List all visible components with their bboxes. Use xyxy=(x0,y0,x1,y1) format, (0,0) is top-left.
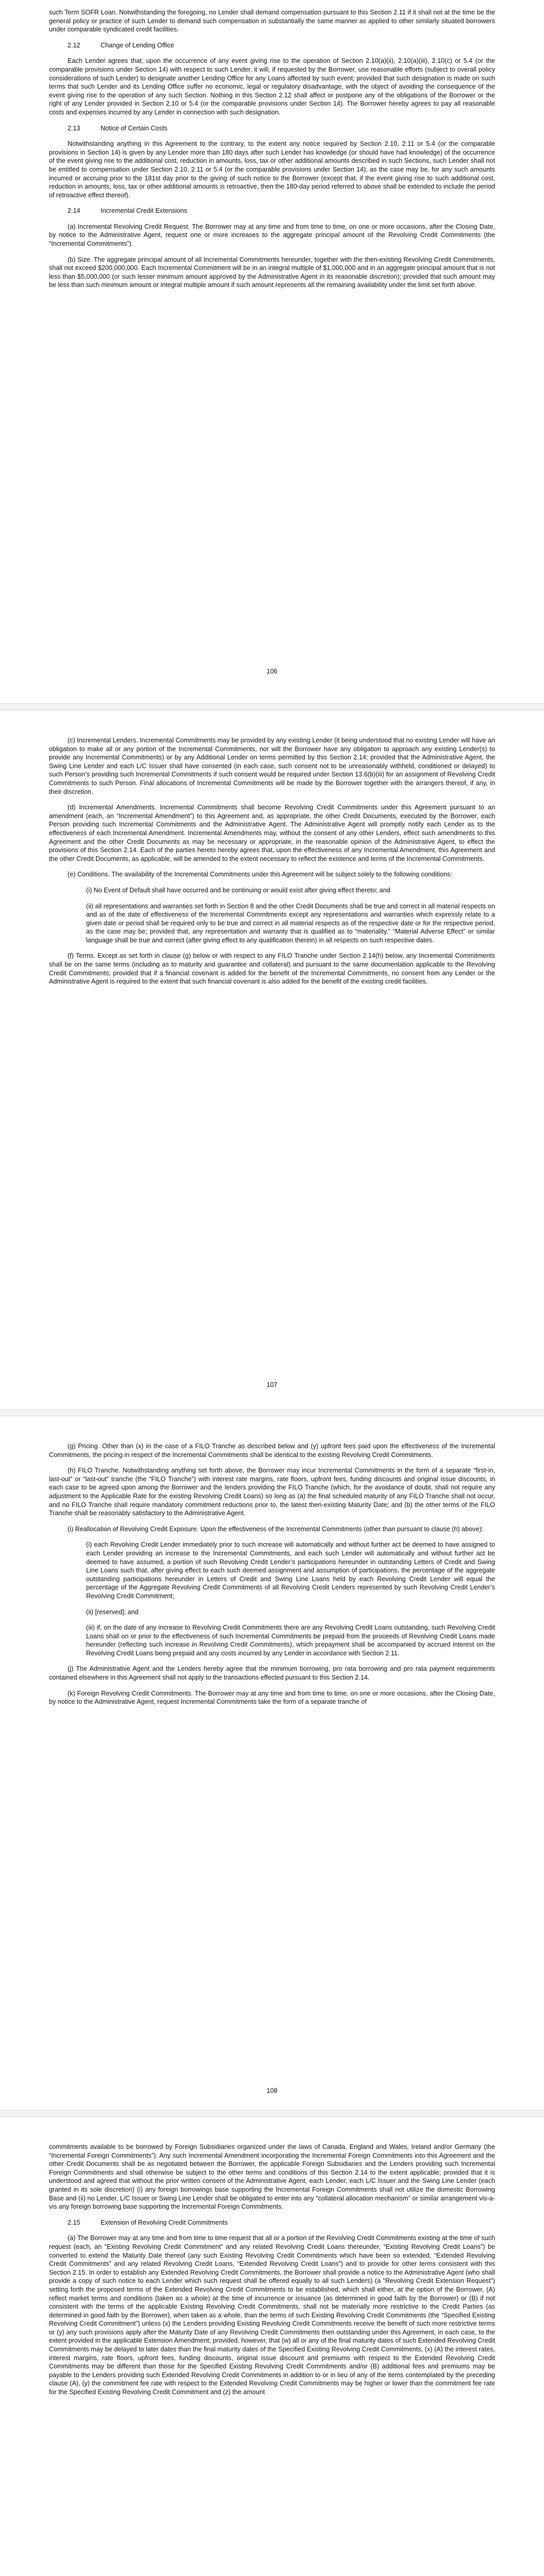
paragraph-2-14-k: (k) Foreign Revolving Credit Commitments. The Borrower may at any time and from time to time, on one or more occasions, after the Closing Date, by notice to the Administrative Agent, request Incremental Commitments take the form of a separate tranche of xyxy=(49,1689,495,1706)
section-heading-2-12 xyxy=(49,41,495,50)
paragraph-2-14-i-i: (i) each Revolving Credit Lender immediately prior to such increase will automatically and without further act be deemed to have assigned to each Lender providing an increase to the Incremental Commitments, and each such Lender will automatically and without further act be deemed to have assumed, a portion of such Revolving Credit Lender’s participations hereunder in outstanding Letters of Credit and Swing Line Loans such that, after giving effect to each such deemed assignment and assumption of participations, the percentage of the aggregate outstanding participations hereunder in Letters of Credit and Swing Line Loans held by each Revolving Credit Lender will equal the percentage of the Aggregate Revolving Credit Commitments of all Revolving Credit Lenders represented by such Revolving Credit Lender’s Revolving Credit Commitment; xyxy=(86,1541,495,1600)
paragraph-2-14-e-i: (i) No Event of Default shall have occurred and be continuing or would exist after giving effect thereto; and xyxy=(86,886,390,894)
section-title: Notice of Certain Costs xyxy=(101,124,168,132)
paragraph-2-14-h: (h) FILO Tranche. Notwithstanding anything set forth above, the Borrower may incur Incremental Commitments in the form of a separate “first-in, last-out” or “last-out” tranche (the “FILO Tranche”) with interest rate margins, rate floors, upfront fees, funding discounts and original issue discounts, in each case to be agreed upon among the Borrower and the lenders providing the FILO Tranche (which, for the avoidance of doubt, shall not require any adjustment to the Applicable Rate for the existing Revolving Credit Loans) so long as (a) the final scheduled maturity of any FILO Tranche shall not occur, and no FILO Tranche shall require mandatory commitment reductions prior to, the latest then-existing Maturity Date; and (b) the other terms of the FILO Tranche shall be reasonably satisfactory to the Administrative Agent. xyxy=(49,1467,495,1517)
section-number: 2.13 xyxy=(68,124,80,132)
paragraph-2-14-b: (b) Size. The aggregate principal amount of all Incremental Commitments hereunder, together with the then-existing Revolving Credit Commitments, shall not exceed $200,000,000. Each Incremental Commitment will be in an integral multiple of $1,000,000 and in an aggregate principal amount that is not less than $5,000,000 (or such lesser minimum amount approved by the Administrative Agent in its reasonable discretion); provided that such amount may be less than such minimum amount or integral multiple amount if such amount represents all the remaining availability under the limit set forth above. xyxy=(49,256,495,289)
paragraph-2-14-i-iii: (iii) if, on the date of any increase to Revolving Credit Commitments there are any Revolving Credit Loans outstanding, such Revolving Credit Loans shall on or prior to the effectiveness of such Incremental Commitments be prepaid from the proceeds of Revolving Credit Loans made hereunder (reflecting such increase in Revolving Credit Commitments), which prepayment shall be accompanied by accrued interest on the Revolving Credit Loans being prepaid and any costs incurred by any Lender in accordance with Section 2.11. xyxy=(86,1624,495,1657)
page-number: 106 xyxy=(266,668,277,675)
paragraph-2-14-e-ii: (ii) all representations and warranties set forth in Section 8 and the other Credit Documents shall be true and correct in all material respects on and as of the date of effectiveness of the Incremental Commitments except any representations and warranties which expressly relate to a given date or period shall be required only to be true and correct in all material respects as of the respective date or for the respective period, as the case may be; provided that, any representation and warranty that is qualified as to “materiality,” “Material Adverse Effect” or similar language shall be true and correct (after giving effect to any qualification therein) in all respects on such respective dates. xyxy=(86,902,495,944)
page-separator xyxy=(0,703,544,710)
paragraph-2-14-g: (g) Pricing. Other than (x) in the case of a FILO Tranche as described below and (y) upfront fees paid upon the effectiveness of the Incremental Commitments, the pricing in respect of the Incremental Commitments shall be identical to the existing Revolving Credit Commitments. xyxy=(49,1443,495,1459)
page-separator xyxy=(0,2110,544,2117)
paragraph-2-14-k-continued: commitments available to be borrowed by Foreign Subsidiaries organized under the laws of Canada, England and Wales, Ireland and/or Germany (the “Incremental Foreign Commitments”). Any such Incremental Amendment incorporating the Incremental Foreign Commitments into this Agreement and the other Credit Documents shall be as negotiated between the Borrower, the applicable Foreign Subsidiaries and the Lenders providing such Incremental Foreign Commitments and shall otherwise be subject to the other terms and conditions of this Section 2.14 to the extent applicable; provided that it is understood and agreed that without the prior written consent of the Administrative Agent, each Lender, each L/C Issuer and the Swing Line Lender (each granted in its sole discretion) (i) any foreign borrowings base supporting the Incremental Foreign Commitments shall not utilize the domestic Borrowing Base and (ii) no Lender, L/C Issuer or Swing Line Lender shall be obligated to enter into any “collateral allocation mechanism” or similar arrangement vis-a-vis any foreign borrowing base supporting the Incremental Foreign Commitments. xyxy=(49,2143,495,2211)
paragraph-2-14-j: (j) The Administrative Agent and the Lenders hereby agree that the minimum borrowing, pro rata borrowing and pro rata payment requirements contained elsewhere in this Agreement shall not apply to the transactions effected pursuant to this Section 2.14. xyxy=(49,1665,495,1682)
paragraph-2-13: Notwithstanding anything in this Agreement to the contrary, to the extent any notice required by Section 2.10, 2.11 or 5.4 (or the comparable provisions in Section 14) is given by any Lender more than 180 days after such Lender has knowledge (or should have had knowledge) of the occurrence of the event giving rise to the additional cost, reduction in amounts, loss, tax or other additional amounts described in such Sections, such Lender shall not be entitled to compensation under Section 2.10, 2.11 or 5.4 (or the comparable provisions under Section 14), as the case may be, for any such amounts incurred or accruing prior to the 181st day prior to the giving of such notice to the Borrower (except that, if the event giving rise to such additional cost, reduction in amounts, loss, tax or other additional amounts is retroactive, then the 180-day period referred to above shall be extended to include the period of retroactive effect thereof). xyxy=(49,140,495,199)
section-number: 2.15 xyxy=(68,2218,80,2226)
paragraph-2-14-a: (a) Incremental Revolving Credit Request. The Borrower may at any time and from time to time, on one or more occasions, after the Closing Date, by notice to the Administrative Agent, request one or more increases to the aggregate principal amount of the Revolving Credit Commitments (the “Incremental Commitments”). xyxy=(49,223,495,248)
page-separator xyxy=(0,1409,544,1416)
document-page-107 xyxy=(0,714,544,1414)
paragraph-2-14-c: (c) Incremental Lenders. Incremental Commitments may be provided by any existing Lender (it being understood that no existing Lender will have an obligation to make all or any portion of the Incremental Commitments, nor will the Borrower have any obligation to approach any existing Lender(s) to provide any Incremental Commitments) or by any Additional Lender on terms permitted by this Section 2.14; provided that the Administrative Agent, the Swing Line Lender and each L/C Issuer shall have consented (in each case, such consent not to be unreasonably withheld, conditioned or delayed) to such Person’s providing such Incremental Commitments if such consent would be required under Section 13.6(b)(iii) for an assignment of Revolving Credit Commitments to such Person. Final allocations of Incremental Commitments will be made by the Borrower together with the arrangers thereof, if any, in their discretion. xyxy=(49,737,495,795)
paragraph-2-14-e: (e) Conditions. The availability of the Incremental Commitments under this Agreement will be subject solely to the following conditions: xyxy=(68,871,452,878)
paragraph-211-tail: such Term SOFR Loan. Notwithstanding the foregoing, no Lender shall demand compensation pursuant to this Section 2.11 if it shall not at the time be the general policy or practice of such Lender to demand such compensation in substantially the same manner as applied to other similarly situated borrowers under comparable syndicated credit facilities. xyxy=(49,9,495,33)
document-page-109 xyxy=(0,2120,544,2576)
section-number: 2.12 xyxy=(68,41,80,49)
section-title: Incremental Credit Extensions xyxy=(101,207,187,215)
section-heading-2-14 xyxy=(49,207,495,215)
section-number: 2.14 xyxy=(68,207,80,215)
paragraph-2-15-a: (a) The Borrower may at any time and from time to time request that all or a portion of the Revolving Credit Commitments existing at the time of such request (each, an “Existing Revolving Credit Commitment” and any related Revolving Credit Loans thereunder, “Existing Revolving Credit Loans”) be converted to extend the Maturity Date thereof (any such Existing Revolving Credit Commitments which have been so extended, “Extended Revolving Credit Commitments” and any related Revolving Credit Loans, “Extended Revolving Credit Loans”) and to provide for other terms consistent with this Section 2.15. In order to establish any Extended Revolving Credit Commitments, the Borrower shall provide a notice to the Administrative Agent (who shall provide a copy of such notice to each Lender which such request shall be offered equally to all such Lenders) (a “Revolving Credit Extension Request”) setting forth the proposed terms of the Extended Revolving Credit Commitments to be established, which shall either, at the option of the Borrower, (A) reflect market terms and conditions (taken as a whole) at the time of incurrence or issuance (as determined in good faith by the Borrower) or (B) if not consistent with the terms of the applicable Existing Revolving Credit Commitments, shall not be materially more restrictive to the Credit Parties (as determined in good faith by the Borrower), when taken as a whole, than the terms of such Existing Revolving Credit Commitments (the “Specified Existing Revolving Credit Commitment”) unless (x) the Lenders providing Existing Revolving Credit Commitments receive the benefit of such more restrictive terms or (y) any such provisions apply after the Maturity Date of any Revolving Credit Commitments then outstanding under this Agreement, in each case, to the extent provided in the applicable Extension Amendment; provided, however, that (w) all or any of the final maturity dates of such Extended Revolving Credit Commitments may be delayed to later dates than the final maturity dates of the Specified Existing Revolving Credit Commitments, (x) (A) the interest rates, interest margins, rate floors, upfront fees, funding discounts, original issue discount and premiums with respect to the Extended Revolving Credit Commitments may be different than those for the Specified Existing Revolving Credit Commitments and/or (B) additional fees and premiums may be payable to the Lenders providing such Extended Revolving Credit Commitments in addition to or in lieu of any of the items contemplated by the preceding clause (A), (y) the commitment fee rate with respect to the Extended Revolving Credit Commitments may be higher or lower than the commitment fee rate for the Specified Existing Revolving Credit Commitment and (z) the amount xyxy=(49,2234,495,2396)
document-page-106 xyxy=(0,0,544,701)
paragraph-2-14-f: (f) Terms. Except as set forth in clause (g) below or with respect to any FILO Tranche under Section 2.14(h) below, any Incremental Commitments shall be on the same terms (including as to maturity and guarantee and collateral) and pursuant to the same documentation applicable to the Revolving Credit Commitments; provided that if a financial covenant is added for the benefit of the Incremental Commitments, no consent from any Lender or the Administrative Agent is required to the extent that such financial covenant is also added for the benefit of the existing credit facilities. xyxy=(49,952,495,986)
section-title: Change of Lending Office xyxy=(101,41,174,49)
paragraph-2-14-i-ii: (ii) [reserved]; and xyxy=(86,1608,139,1616)
section-heading-2-13 xyxy=(49,124,495,133)
paragraph-2-14-d: (d) Incremental Amendments. Incremental Commitments shall become Revolving Credit Commitments under this Agreement pursuant to an amendment (each, an “Incremental Amendment”) to this Agreement and, as appropriate, the other Credit Documents, executed by the Borrower, each Person providing such Incremental Commitments and the Administrative Agent. The Administrative Agent will promptly notify each Lender as to the effectiveness of each Incremental Amendment. Incremental Amendments may, without the consent of any other Lenders, effect such amendments to this Agreement and the other Credit Documents as may be necessary or appropriate, in the reasonable opinion of the Administrative Agent, to effect the provisions of this Section 2.14. Each of the parties hereto hereby agrees that, upon the effectiveness of any Incremental Amendment, this Agreement and the other Credit Documents, as applicable, will be amended to the extent necessary to reflect the existence and terms of the Incremental Commitments. xyxy=(49,804,495,862)
section-heading-2-15 xyxy=(49,2218,495,2227)
paragraph-2-14-i: (i) Reallocation of Revolving Credit Exposure. Upon the effectiveness of the Incremental Commitments (other than pursuant to clause (h) above): xyxy=(68,1525,484,1533)
document-page-108 xyxy=(0,1419,544,2120)
page-number: 108 xyxy=(266,2087,277,2095)
paragraph-2-12: Each Lender agrees that, upon the occurrence of any event giving rise to the operation of Section 2.10(a)(ii), 2.10(a)(iii), 2.10(c) or 5.4 (or the comparable provisions under Section 14) with respect to such Lender, it will, if requested by the Borrower, use reasonable efforts (subject to overall policy considerations of such Lender) to designate another Lending Office for any Loans affected by such event; provided that such designation is made on such terms that such Lender and its Lending Office suffer no economic, legal or regulatory disadvantage, with the object of avoiding the consequence of the event giving rise to the operation of any such Section. Nothing in this Section 2.12 shall affect or postpone any of the obligations of the Borrower or the right of any Lender provided in Section 2.10 or 5.4 (or the comparable provisions under Section 14). The Borrower hereby agrees to pay all reasonable costs and expenses incurred by any Lender in connection with such designation. xyxy=(49,57,495,116)
page-number: 107 xyxy=(266,1381,277,1389)
section-title: Extension of Revolving Credit Commitments xyxy=(101,2218,228,2226)
